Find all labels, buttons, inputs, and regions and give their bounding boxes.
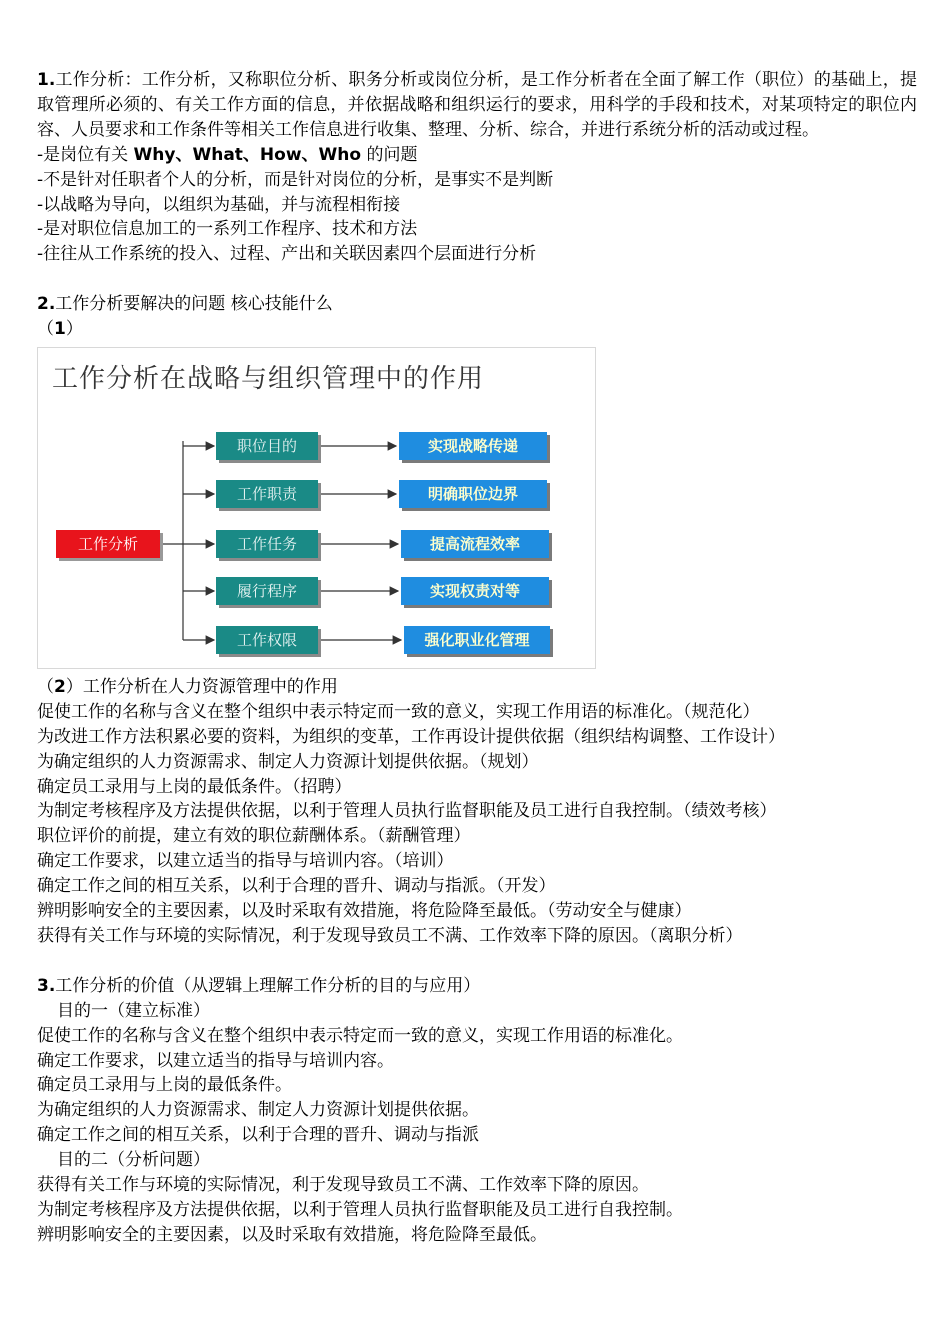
section2-sub2	[37, 675, 917, 700]
section2-title: 工作分析要解决的问题 核心技能什么	[55, 294, 333, 315]
section3-number: 3.	[37, 975, 56, 996]
hr-role-item: 确定员工录用与上岗的最低条件。（招聘）	[37, 776, 352, 797]
goal1-heading: 目的一（建立标准）	[57, 1000, 210, 1021]
paren: ）	[65, 319, 83, 340]
section2-sub1	[37, 317, 917, 342]
paren: （	[37, 676, 54, 697]
goal1-item: 促使工作的名称与含义在整个组织中表示特定而一致的意义，实现工作用语的标准化。	[37, 1025, 683, 1046]
sub1-number: 1	[54, 319, 66, 340]
section1-number: 1.	[37, 70, 56, 90]
diagram-mid-box: 工作职责	[216, 480, 318, 508]
goal1-item: 确定工作要求，以建立适当的指导与培训内容。	[37, 1050, 394, 1071]
section3-heading	[37, 974, 917, 999]
diagram-title: 工作分析在战略与组织管理中的作用	[52, 363, 485, 394]
bullet-text: 的问题	[361, 144, 418, 165]
section1-bullet-4: -往往从工作系统的投入、过程、产出和关联因素四个层面进行分析	[37, 244, 537, 265]
diagram-mid-box: 履行程序	[216, 577, 318, 605]
role-diagram	[37, 347, 596, 669]
hr-role-item: 职位评价的前提，建立有效的职位薪酬体系。（薪酬管理）	[37, 826, 471, 847]
hr-role-item: 为确定组织的人力资源需求、制定人力资源计划提供依据。（规划）	[37, 751, 539, 772]
hr-role-item: 为制定考核程序及方法提供依据，以利于管理人员执行监督职能及员工进行自我控制。（绩效考核）	[37, 801, 777, 822]
sub2-title: ）工作分析在人力资源管理中的作用	[65, 676, 338, 697]
section1-text: 工作分析：工作分析，又称职位分析、职务分析或岗位分析，是工作分析者在全面了解工作（职位）的基础上，提取管理所必须的、有关工作方面的信息，并依据战略和组织运行的要求，用科学的手段和技术，对某项特定的职位内容、人员要求和工作条件等相关工作信息进行收集、整理、分析、综合，并进行系统分析的活动或过程。	[37, 70, 917, 140]
goal1-item: 确定员工录用与上岗的最低条件。	[37, 1075, 292, 1096]
paren: （	[37, 319, 54, 340]
diagram-right-box: 强化职业化管理	[404, 626, 550, 654]
goal1-item: 为确定组织的人力资源需求、制定人力资源计划提供依据。	[37, 1100, 479, 1121]
section2-heading	[37, 292, 917, 317]
diagram-right-box: 提高流程效率	[401, 530, 549, 558]
goal2-item: 获得有关工作与环境的实际情况，利于发现导致员工不满、工作效率下降的原因。	[37, 1175, 649, 1196]
hr-role-item: 获得有关工作与环境的实际情况，利于发现导致员工不满、工作效率下降的原因。（离职分析）	[37, 926, 743, 947]
goal2-item: 为制定考核程序及方法提供依据，以利于管理人员执行监督职能及员工进行自我控制。	[37, 1199, 683, 1220]
section1-bullet-1: -不是针对任职者个人的分析，而是针对岗位的分析，是事实不是判断	[37, 169, 554, 190]
diagram-mid-box: 工作权限	[216, 626, 318, 654]
goal2-heading: 目的二（分析问题）	[57, 1150, 210, 1171]
hr-role-item: 为改进工作方法积累必要的资料，为组织的变革，工作再设计提供依据（组织结构调整、工作设计）	[37, 726, 785, 747]
section1-bullet-0	[37, 143, 917, 168]
diagram-right-box: 明确职位边界	[399, 480, 547, 508]
section2-number: 2.	[37, 294, 56, 315]
section1-bullet-2: -以战略为导向，以组织为基础，并与流程相衔接	[37, 194, 401, 215]
diagram-mid-box: 职位目的	[216, 432, 318, 460]
bullet-bold-text: Why、What、How、Who	[133, 144, 362, 165]
diagram-connectors	[38, 348, 595, 668]
diagram-root-box: 工作分析	[56, 530, 160, 558]
hr-role-item: 促使工作的名称与含义在整个组织中表示特定而一致的意义，实现工作用语的标准化。（规范化）	[37, 701, 760, 722]
hr-role-item: 辨明影响安全的主要因素，以及时采取有效措施，将危险降至最低。（劳动安全与健康）	[37, 901, 692, 922]
bullet-text: -是岗位有关	[37, 144, 134, 165]
diagram-mid-box: 工作任务	[216, 530, 318, 558]
hr-role-item: 确定工作之间的相互关系，以利于合理的晋升、调动与指派。（开发）	[37, 876, 556, 897]
goal1-item: 确定工作之间的相互关系，以利于合理的晋升、调动与指派	[37, 1125, 479, 1146]
section3-title: 工作分析的价值（从逻辑上理解工作分析的目的与应用）	[55, 975, 481, 996]
diagram-right-box: 实现战略传递	[399, 432, 547, 460]
hr-role-item: 确定工作要求，以建立适当的指导与培训内容。（培训）	[37, 851, 454, 872]
document-page	[37, 68, 917, 1248]
sub2-number: 2	[54, 676, 66, 697]
section1-paragraph	[37, 68, 917, 143]
section1-bullet-3: -是对职位信息加工的一系列工作程序、技术和方法	[37, 219, 418, 240]
diagram-right-box: 实现权责对等	[401, 577, 549, 605]
goal2-item: 辨明影响安全的主要因素，以及时采取有效措施，将危险降至最低。	[37, 1224, 547, 1245]
